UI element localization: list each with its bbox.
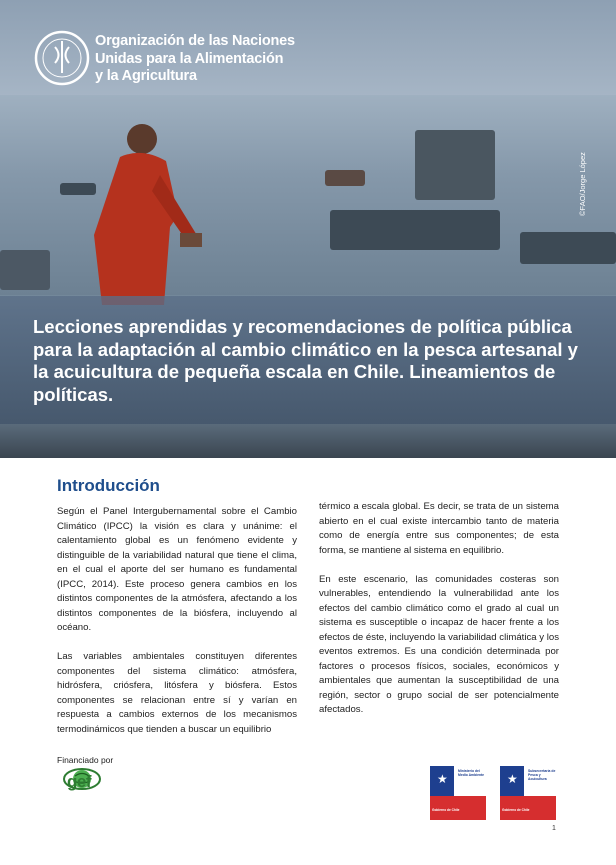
funded-by-label: Financiado por: [57, 755, 114, 765]
government-label: Gobierno de Chile: [432, 808, 460, 812]
paragraph: Según el Panel Intergubernamental sobre el Cambio Climático (IPCC) la visión es clara y unánime: el calentamiento global es un fenómeno evidente y distinguible de la variabilidad natural que tiene el clima, en el cual el aporte del ser humano es fundamental (IPCC, 2014). Este proceso genera cambios en los distintos componentes de la atmósfera, afectando a los distintos componentes de la biósfera, incluyendo al océano.: [57, 506, 297, 633]
organization-name: [95, 33, 295, 86]
boat: [415, 130, 495, 200]
boat: [330, 210, 500, 250]
ministry-logo-fisheries: [500, 766, 556, 820]
photo-bottom: [0, 424, 616, 458]
paragraph: Las variables ambientales constituyen diferentes componentes del sistema climático: atmósfera, hidrósfera, criósfera, litósfera y biósfera. Estos componentes se relacionan entre sí y varían en respuesta a cambios externos de los mecanismos termodinámicos que tienden a buscar un equilibrio: [57, 651, 297, 735]
text-column-right: [319, 500, 559, 732]
boat: [0, 250, 50, 290]
ministry-name: Ministerio del Medio Ambiente: [458, 769, 485, 778]
ministry-logo-environment: [430, 766, 486, 820]
gef-logo-text: gef: [67, 772, 91, 791]
document-title: Lecciones aprendidas y recomendaciones de política pública para la adaptación al cambio climático en la pesca artesanal y la acuicultura de pequeña escala en Chile. Lineamientos de políticas.: [33, 316, 578, 405]
org-line: Organización de las Naciones: [95, 33, 295, 49]
boat: [520, 232, 616, 264]
star-icon: ★: [507, 772, 518, 786]
section-heading: Introducción: [57, 476, 160, 495]
org-line: Unidas para la Alimentación: [95, 50, 284, 67]
paragraph: En este escenario, las comunidades costeras son vulnerables, entendiendo la vulnerabilidad ante los efectos del cambio climático como el grado al cual un sistema es susceptible o incapaz de hacer frente a los efectos de éste, incluyendo la variabilidad climática y los eventos extremos. Es una condición determinada por factores o procesos físicos, sociales, económicos y ambientales que aumentan la susceptibilidad de una región, sector o grupo social de ser potencialmente afectados.: [319, 573, 559, 715]
fisherman-figure: [80, 115, 210, 305]
org-line: y la Agricultura: [95, 68, 197, 84]
text-column-left: [57, 505, 297, 752]
star-icon: ★: [437, 772, 448, 786]
government-label: Gobierno de Chile: [502, 808, 530, 812]
ministry-name: Subsecretaría de Pesca y Acuicultura: [528, 769, 556, 782]
paragraph: térmico a escala global. Es decir, se trata de un sistema abierto en el cual existe intercambio tanto de materia como de energía entre sus componentes; de esta forma, se mantiene al sistema en equilibrio.: [319, 501, 559, 556]
photo-credit: ©FAO/Jorge López: [578, 152, 587, 216]
fao-logo-icon: [33, 29, 91, 87]
boat: [325, 170, 365, 186]
page-number: 1: [552, 825, 556, 832]
